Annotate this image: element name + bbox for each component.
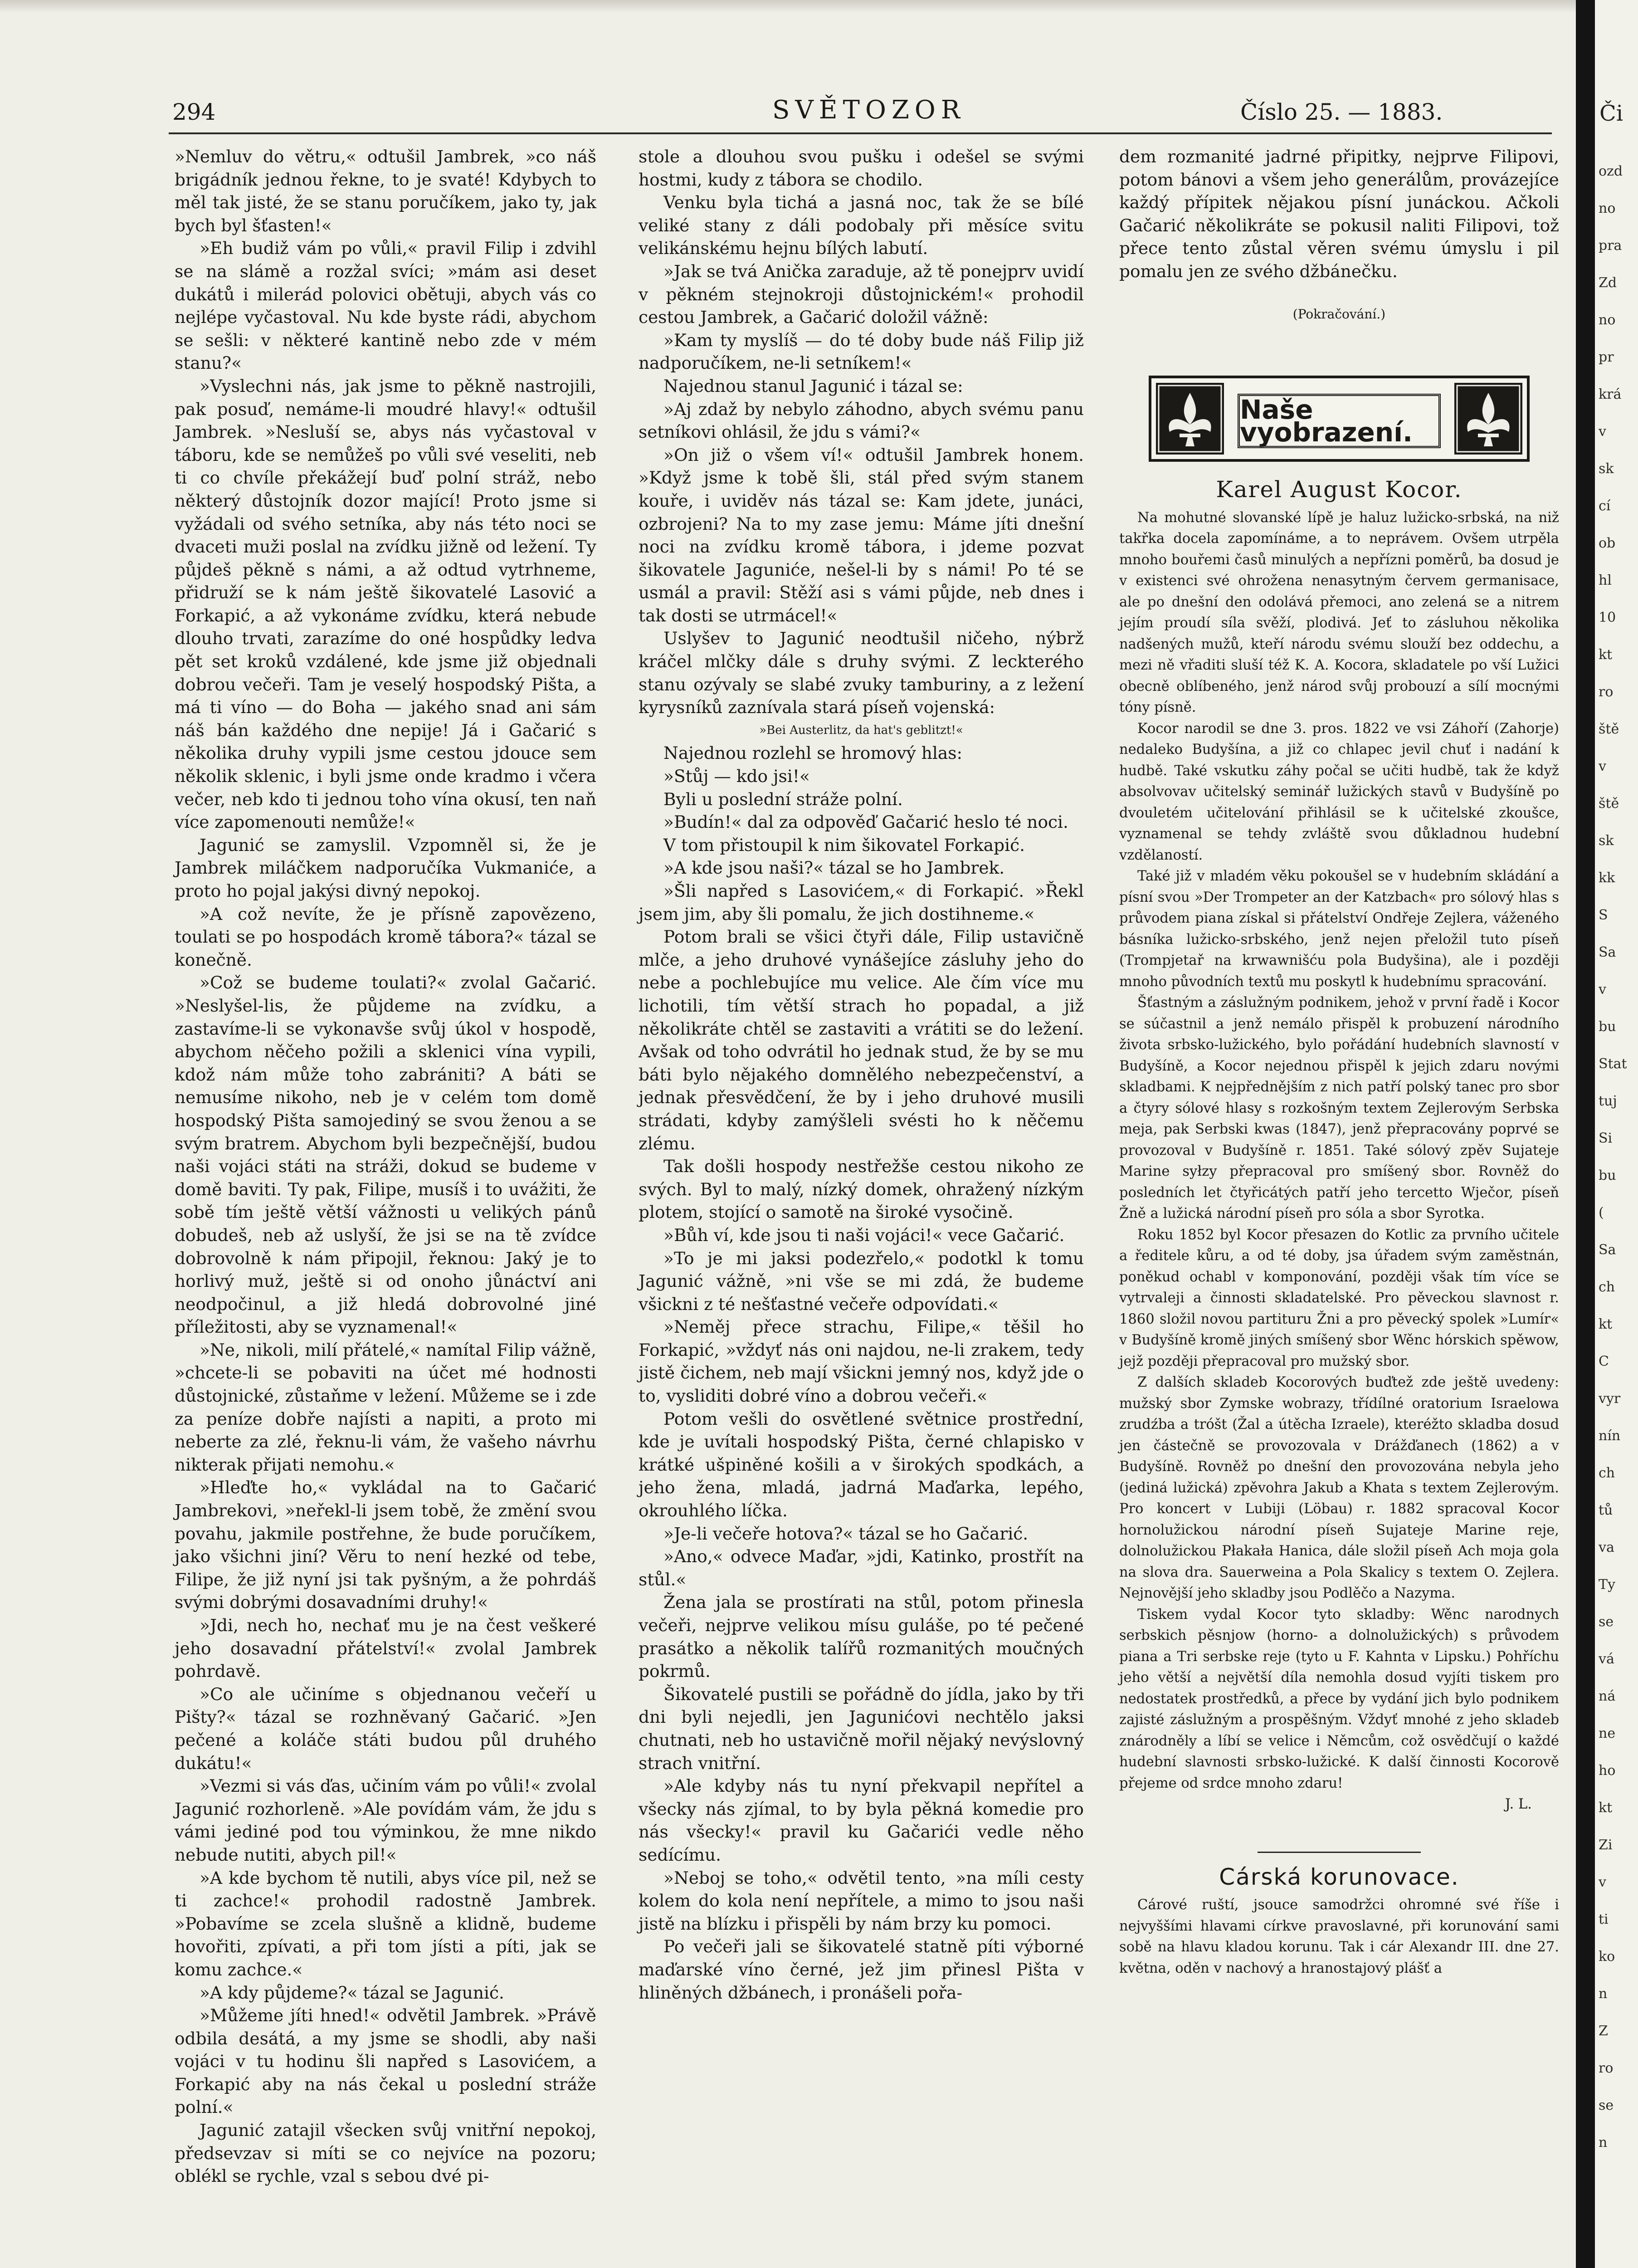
paragraph: »Neměj přece strachu, Filipe,« těšil ho Forkapić, »vždyť nás oni najdou, ne-li zrakem, tedy jistě čichem, neb mají všickni jemný nos, když jde o to, vysliditi dobré víno a dobrou večeři.« (639, 1317, 1084, 1406)
paragraph: Uslyšev to Jagunić neodtušil ničeho, nýbrž kráčel mlčky dále s druhy svými. Z leckterého stanu ozývaly se slabé zvuky tamburiny, a z ležení kyrysníků zaznívala stará píseň vojenská: (639, 628, 1084, 718)
paragraph: »A kde bychom tě nutili, abys více pil, než se ti zachce!« prohodil radostně Jambrek. »Pobavíme se zcela slušně a klidně, budeme hovořiti, zpívati, a při tom jísti a píti, jak se komu zachce.« (175, 1867, 596, 1980)
paragraph: »Vyslechni nás, jak jsme to pěkně nastrojili, pak posuď, nemáme-li moudré hlavy!« odtušil Jambrek. »Nesluší se, abys nás vyčastoval v táboru, kde se nemůžeš po vůli své veseliti, neb ti co chvíle překážejí buď polní stráž, nebo některý důstojník dozor mající! Proto jsme si vyžádali od svého setníka, aby nás této noci se dvaceti muži poslal na zvídku jižně od ležení. Ty půjdeš pěkně s námi, a až odtud vytrhneme, přidruží se k nám ještě šikovatelé Lasović a Forkapić, a až vykonáme zvídku, která nebude dlouho trvati, zarazíme do oné hospůdky ledva pět set kroků vzdálené, kde jsme již objednali dobrou večeři. Tam je veselý hospodský Pišta, a má ti víno — do Boha — jakého snad ani sám náš bán každého dne nepije! Já i Gačarić s několika druhy vypili jsme cestou jdouce sem několik sklenic, i byli jsme onde kradmo i včera večer, neb kdo ti jednou toho vína okusí, ten naň více zapomenouti nemůže!« (175, 376, 596, 832)
paragraph: Cárové ruští, jsouce samodržci ohromné své říše i nejvyššími hlavami církve pravoslavné, při korunování sami sobě na hlavu kladou korunu. Tak i cár Alexandr III. dne 27. května, oděn v nachový a hranostajový plášť a (1119, 1897, 1559, 1976)
adjacent-page-fragment: kt (1599, 1800, 1613, 1816)
adjacent-page-fragment: sk (1599, 461, 1614, 477)
adjacent-page-fragment: ště (1599, 721, 1619, 737)
paragraph: Šťastným a záslužným podnikem, jehož v první řadě i Kocor se súčastnil a jenž nemálo přispěl k probuzení národního života srbsko-lužického, bylo pořádání hudebních slavností v Budyšíně, a Kocor nejednou přispěl k jejich zdaru novými skladbami. K nejpřednějším z nich patří polský tanec pro sbor a čtyry sólové hlasy s rozkošným textem Zejlerovým Serbska meja, pak Serbski kwas (1847), jenž přepracovány poprvé se provozoval v Budyšíně r. 1851. Také sólový zpěv Sujateje Marine syłzy přepracoval pro smíšený sbor. Rovněž do posledních let čtyřicátých patří jeho tercetto Wječor, píseň Žně a lužická národní píseň pro sóla a sbor Syrotka. (1119, 995, 1559, 1222)
paragraph: »Jak se tvá Anička zaraduje, až tě ponejprv uvidí v pěkném stejnokroji důstojnickém!« prohodil cestou Jambrek, a Gačarić doložil vážně: (639, 261, 1084, 327)
adjacent-page-fragment: sk (1599, 833, 1614, 849)
issue-number: Číslo 25. — 1883. (1240, 99, 1443, 125)
adjacent-page-fragment: ozd (1599, 163, 1623, 179)
adjacent-page-fragment: ště (1599, 796, 1619, 811)
paragraph: »Jdi, nech ho, nechať mu je na čest veškeré jeho dosavadní přátelství!« zvolal Jambrek pohrdavě. (175, 1615, 596, 1681)
adjacent-page-fragment: vyr (1599, 1391, 1621, 1407)
paragraph: Potom brali se všici čtyři dále, Filip ustavičně mlče, a jeho druhové vynášejíce zásluhy jeho do nebe a pochlebujíce mu velice. Ale čím více mu lichotili, tím větší strach ho popadal, a již několikráte chtěl se zastaviti a vrátiti se do ležení. Avšak od toho odvrátil ho jednak stud, že by se mu báti bylo nějakého domnělého nebezpečenství, a jednak přesvědčení, že by i jeho druhové musili strádati, kdyby zamýšleli svésti ho k něčemu zlému. (639, 927, 1084, 1154)
page-number: 294 (172, 99, 216, 125)
paragraph: »Kam ty myslíš — do té doby bude náš Filip již nadporučíkem, ne-li setníkem!« (639, 330, 1084, 373)
article-body (1119, 1895, 1559, 1979)
article-title: Karel August Kocor. (1216, 476, 1462, 503)
adjacent-page-fragment: Sa (1599, 944, 1616, 960)
paragraph: Najednou rozlehl se hromový hlas: (663, 743, 963, 763)
adjacent-page-fragment: ch (1599, 1465, 1615, 1481)
fleur-ornament-icon (1454, 383, 1522, 455)
paragraph: »On již o všem ví!« odtušil Jambrek honem. »Když jsme k tobě šli, stál před svým stanem kouře, i uviděv nás tázal se: Kam jdete, junáci, ozbrojeni? Na to my zase jemu: Máme jíti dnešní noci na zvídku kromě tábora, i jdeme pozvat šikovatele Jaguniće, nešel-li by s námi! Po té se usmál a pravil: Stěží asi s vámi půjde, neb dnes i tak dosti se utrmácel!« (639, 445, 1084, 626)
paragraph: Na mohutné slovanské lípě je haluz lužicko-srbská, na niž takřka docela zapomínáme, a to neprávem. Ovšem utrpěla mnoho bouřemi časů minulých a nepřízni poměrů, ba dosud je v existenci své ohrožena nenasytným červem germanisace, ale po dnešní den odolává přemoci, ano zelená se a nitrem jejím proudí síla svěží, plodivá. Jeť to zásluhou několika nadšených mužů, kteří národu svému slouží bez oddechu, a mezi ně vřaditi sluší též K. A. Kocora, skladatele po vší Lužici obecně oblíbeného, jenž národ svůj probouzí a sílí mocnými tóny písně. (1119, 509, 1559, 716)
paragraph: »A kde jsou naši?« tázal se ho Jambrek. (663, 858, 1005, 878)
adjacent-page-fragment: no (1599, 312, 1616, 328)
adjacent-page-fragment: ro (1599, 2060, 1614, 2076)
adjacent-page-fragment: ná (1599, 1688, 1616, 1704)
fleur-ornament-icon (1156, 383, 1224, 455)
page-gutter (1576, 0, 1595, 2268)
adjacent-page-fragment: v (1599, 758, 1606, 774)
paragraph: Také již v mladém věku pokoušel se v hudebním skládání a písní svou »Der Trompeter an der Katzbach« pro sólový hlas s průvodem piana získal si přátelství Ondřeje Zejlera, váženého básníka lužicko-srbského, jenž nejen přeložil tuto píseň (Trompjetař na krwawnišću pola Budyšina), ale i později mnoho původních textů mu poskytl k hudebnímu spracování. (1119, 868, 1559, 990)
adjacent-page-fragment: ti (1599, 1911, 1609, 1927)
adjacent-page-fragment: 10 (1599, 610, 1616, 626)
paragraph: »Ale kdyby nás tu nyní překvapil nepřítel a všecky nás zjímal, to by byla pěkná komedie pro nás všecky!« pravil ku Gačarići vedle něho sedícímu. (639, 1776, 1084, 1865)
adjacent-page-fragment: v (1599, 424, 1606, 440)
section-banner (1149, 376, 1530, 462)
adjacent-page-fragment: n (1599, 1986, 1608, 2002)
paragraph: Venku byla tichá a jasná noc, tak že se bílé veliké stany z dáli podobaly při měsíce svitu velikánskému hejnu bílých labutí. (639, 192, 1084, 259)
article-title: Cárská korunovace. (1219, 1863, 1459, 1890)
adjacent-page-fragment: S (1599, 907, 1608, 923)
adjacent-page-fragment: bu (1599, 1168, 1616, 1183)
paragraph: »Ano,« odvece Maďar, »jdi, Katinko, prostřít na stůl.« (639, 1546, 1084, 1589)
paragraph: Byli u poslední stráže polní. (663, 789, 903, 809)
adjacent-page-fragment: va (1599, 1540, 1614, 1555)
adjacent-page-fragment: ch (1599, 1279, 1615, 1295)
adjacent-page-fragment: cí (1599, 498, 1611, 514)
paragraph: Jagunić se zamyslil. Vzpomněl si, že je Jambrek miláčkem nadporučíka Vukmaniće, a proto ho pojal jakýsi divný nepokoj. (175, 835, 596, 901)
adjacent-page-fragment: ob (1599, 535, 1616, 551)
paragraph: »Co ale učiníme s objednanou večeří u Pišty?« tázal se rozhněvaný Gačarić. »Jen pečené a koláče státi budou půl druhého dukátu!« (175, 1684, 596, 1773)
paragraph: dem rozmanité jadrné připitky, nejprve Filipovi, potom bánovi a všem jeho generálům, provázejíce každý přípitek nějakou písní junáckou. Ačkoli Gačarić několikráte se pokusil naliti Filipovi, tož přece tento zůstal věren svému úmyslu i pil pomalu jen ze svého džbánečku. (1119, 147, 1559, 281)
adjacent-page-fragment: n (1599, 2135, 1608, 2151)
scan-top-edge (0, 0, 1638, 12)
paragraph: Žena jala se prostírati na stůl, potom přinesla večeři, nejprve velikou mísu guláše, po té pečené prasátko a několik talířů rozmanitých moučných pokrmů. (639, 1592, 1084, 1681)
adjacent-page-fragment: C (1599, 1354, 1609, 1369)
author-signature: J. L. (1505, 1796, 1532, 1813)
paragraph: »Což se budeme toulati?« zvolal Gačarić. »Neslyšel-lis, že půjdeme na zvídku, a zastavíme-li se vykonavše svůj úkol v hospodě, abychom něčeho požili a sklenici vína vypili, kdož nám může toho zabrániti? A báti se nemusíme nikoho, neb je v celém tom domě hospodský Pišta samojediný se svou ženou a se svým bratrem. Abychom byli bezpečnější, budou naši vojáci státi na stráži, dokud se budeme v domě baviti. Ty pak, Filipe, musíš i to uvážiti, že sobě tím ještě větší vážnosti u velikých pánů dobudeš, neb až uslyší, že jsi se na tě zvídce dobrovolně k nám připojil, řeknou: Jaký je to horlivý muž, ještě si od onoho jůnáctví ani neodpočinul, a již hledá dobrovolné jiné příležitosti, aby se vyznamenal!« (175, 973, 596, 1337)
paragraph: Tak došli hospody nestřežše cestou nikoho ze svých. Byl to malý, nízký domek, ohražený nízkým plotem, stojící o samotě na široké vysočině. (639, 1156, 1084, 1222)
adjacent-page-fragment: hl (1599, 572, 1612, 588)
adjacent-page-header: Či (1599, 101, 1623, 126)
adjacent-page-fragment: tů (1599, 1502, 1613, 1518)
adjacent-page-fragment: kk (1599, 870, 1615, 886)
adjacent-page-fragment: ne (1599, 1725, 1616, 1741)
paragraph: »Budín!« dal za odpověď Gačarić heslo té noci. (663, 812, 1068, 832)
adjacent-page-fragment: tuj (1599, 1093, 1617, 1109)
adjacent-page-fragment: nín (1599, 1428, 1621, 1444)
adjacent-page-fragment: ho (1599, 1763, 1616, 1779)
paragraph: Šikovatelé pustili se pořádně do jídla, jako by tři dni byli nejedli, jen Jagunićovi nechtělo jaksi chutnati, neb ho ustavičně mořil nějaký nevýslovný strach vnitřní. (639, 1684, 1084, 1773)
paragraph: Po večeři jali se šikovatelé statně píti výborné maďarské víno černé, jež jim přinesl Pišta v hliněných džbánech, i pronášeli pořa- (639, 1936, 1084, 2003)
paragraph: »Můžeme jíti hned!« odvětil Jambrek. »Právě odbila desátá, a my jsme se shodli, aby naši vojáci v tu hodinu šli napřed s Lasovićem, a Forkapić aby na nás čekal u poslední stráže polní.« (175, 2005, 596, 2117)
paragraph: »Ne, nikoli, milí přátelé,« namítal Filip vážně, »chcete-li se pobaviti na účet mé hodnosti důstojnické, zůstaňme v ležení. Můžeme se i zde za peníze dobře najísti a napiti, a proto mi neberte za zlé, řeknu-li vám, že vašeho návrhu nikterak přijati nemohu.« (175, 1339, 596, 1475)
adjacent-page-edge (1595, 0, 1638, 2268)
adjacent-page-fragment: v (1599, 982, 1606, 997)
paragraph: Roku 1852 byl Kocor přesazen do Kotlic za prvního učitele a ředitele kůru, a od té doby, jsa úřadem svým zaměstnán, poněkud ochabl v komponování, později však tím více se vytrvaleji a činnosti skladatelské. Pro pěveckou slavnost r. 1860 složil novou partituru Žni a pro pěvecký spolek »Lumír« v Budyšíně kromě jiných smíšený sbor Wěnc hórskich spěwow, jejž později přepracoval pro mužský sbor. (1119, 1227, 1559, 1369)
song-quote: »Bei Austerlitz, da hat's geblitzt!« (759, 723, 963, 737)
column-2 (639, 145, 1084, 2004)
adjacent-page-fragment: ko (1599, 1949, 1615, 1965)
paragraph: V tom přistoupil k nim šikovatel Forkapić. (663, 835, 1025, 855)
paragraph: Z dalších skladeb Kocorových buďtež zde ještě uvedeny: mužský sbor Zymske wobrazy, třídílné oratorium Israelowa zrudźba a tróšt (Žal a útěcha Izraele), kteréžto skladba dosud jen částečně se provozovala v Drážďanech (1862) a v Budyšíně. Rovněž po dnešní den provozována nebyla jeho (jediná lužická) zpěvohra Jakub a Khata s textem Zejlerovým. Pro koncert v Lubiji (Löbau) r. 1882 spracoval Kocor hornolužickou národní píseň Sujateje Marine reje, dolnolužickou Płakała Hanica, dále složil píseň Ach moja gola na slova dra. Sauerweina a Pola Skalicy s textem O. Zejlera. Nejnovější jeho skladby jsou Podlěčo a Nazyma. (1119, 1374, 1559, 1602)
paragraph: »A což nevíte, že je přísně zapovězeno, toulati se po hospodách kromě tábora?« tázal se konečně. (175, 904, 596, 970)
continued-note: (Pokračování.) (1292, 306, 1386, 322)
adjacent-page-fragment: Z (1599, 2023, 1608, 2039)
adjacent-page-fragment: kt (1599, 1316, 1613, 1332)
adjacent-page-fragment: Ty (1599, 1577, 1615, 1593)
paragraph: Potom vešli do osvětlené světnice prostřední, kde je uvítali hospodský Pišta, černé chlapisko v krátké ušpiněné košili a v širokých spodkách, a jeho žena, mladá, jadrná Maďarka, lepého, okrouhlého líčka. (639, 1408, 1084, 1521)
paragraph: Kocor narodil se dne 3. pros. 1822 ve vsi Záhoří (Zahorje) nedaleko Budyšína, a již co chlapec jevil chuť i nadání k hudbě. Také vskutku záhy počal se učiti hudbě, tak že když absolvovav učitelský seminář lužických stavů v Budyšíně po dvouletém učitelování přihlásil se k učitelské zkoušce, vyznamenal se tehdy zvláště svou důkladnou hudební vzdělaností. (1119, 720, 1559, 863)
paragraph: »Neboj se toho,« odvětil tento, »na míli cesty kolem do kola není nepřítele, a mimo to jsou naši jistě na blízku i přispěli by nám brzy ku pomoci. (639, 1867, 1084, 1934)
header-rule (169, 132, 1552, 134)
adjacent-page-fragment: pr (1599, 349, 1614, 365)
paragraph: »Eh budiž vám po vůli,« pravil Filip i zdvihl se na slámě a rozžal svíci; »mám asi deset dukátů i milerád polovici obětuji, abych vás co nejlépe vyčastoval. Nu kde byste rádi, abychom se sešli: v některé kantině nebo zde v mém stanu?« (175, 238, 596, 373)
paragraph: stole a dlouhou svou pušku i odešel se svými hostmi, kudy z tábora se chodilo. (639, 147, 1084, 190)
adjacent-page-fragment: pra (1599, 238, 1622, 254)
paragraph: »Bůh ví, kde jsou ti naši vojáci!« vece Gačarić. (663, 1225, 1065, 1245)
paragraph: »Vezmi si vás ďas, učiním vám po vůli!« zvolal Jagunić rozhorleně. »Ale povídám vám, že jdu s vámi jediné pod tou výminkou, že mne nikdo nebude nutiti, abych pil!« (175, 1776, 596, 1865)
column-1 (175, 145, 596, 2188)
paragraph: »Aj zdaž by nebylo záhodno, abych svému panu setníkovi ohlásil, že jdu s vámi?« (639, 399, 1084, 442)
adjacent-page-fragment: no (1599, 200, 1616, 216)
paragraph: »A kdy půjdeme?« tázal se Jagunić. (200, 1982, 504, 2003)
adjacent-page-fragment: ro (1599, 684, 1614, 700)
paragraph: Tiskem vydal Kocor tyto skladby: Wěnc narodnych serbskich pěsnjow (horno- a dolnolužických) s průvodem piana a Tri serbske reje (tyto u F. Kahnta v Lipsku.) Pohříchu jeho větší a největší díla nemohla dosud vyjíti tiskem pro nedostatek prostředků, a přece by vydání jich bylo podnikem zajisté záslužným a prospěšným. Vždyť mnohé z jeho skladeb znárodněly a líbí se velice i Němcům, což osvědčují o každé hudební slavnosti srbsko-lužické. K další činnosti Kocorově přejeme od srdce mnoho zdaru! (1119, 1606, 1559, 1791)
adjacent-page-fragment: Zi (1599, 1837, 1613, 1853)
adjacent-page-fragment: krá (1599, 386, 1622, 402)
adjacent-page-fragment: ( (1599, 1205, 1604, 1221)
section-title: Naše vyobrazení. (1238, 394, 1441, 448)
adjacent-page-fragment: kt (1599, 647, 1613, 663)
article-body (1119, 508, 1559, 1815)
magazine-title: SVĚTOZOR (772, 95, 965, 125)
adjacent-page-fragment: bu (1599, 1019, 1616, 1035)
adjacent-page-fragment: vá (1599, 1651, 1614, 1667)
adjacent-page-fragment: v (1599, 1874, 1606, 1890)
paragraph: »To je mi jaksi podezřelo,« podotkl k tomu Jagunić vážně, »ni vše se mi zdá, že budeme všickni z té nešťastné večeře odpovídati.« (639, 1248, 1084, 1314)
paragraph: »Je-li večeře hotova?« tázal se ho Gačarić. (663, 1523, 1029, 1544)
paragraph: Jagunić zatajil všecken svůj vnitřní nepokoj, předsevzav si míti se co nejvíce na pozoru; oblékl se rychle, vzal s sebou dvé pi- (175, 2120, 596, 2186)
paragraph: Najednou stanul Jagunić i tázal se: (663, 376, 963, 396)
adjacent-page-fragment: Si (1599, 1130, 1613, 1146)
paragraph: »Stůj — kdo jsi!« (663, 766, 810, 787)
paragraph: »Hleďte ho,« vykládal na to Gačarić Jambrekovi, »neřekl-li jsem tobě, že změní svou povahu, jakmile postřehne, že bude poručíkem, jako všichni jiní? Věru to není hezké od tebe, Filipe, že již nyní jsi tak pyšným, a že pohrdáš svými dobrými dosavadními druhy!« (175, 1477, 596, 1613)
adjacent-page-fragment: Zd (1599, 275, 1617, 291)
paragraph: »Nemluv do větru,« odtušil Jambrek, »co náš brigádník jednou řekne, to je svaté! Kdybych to měl tak jisté, že se stanu poručíkem, jako ty, jak bych byl šťasten!« (175, 147, 596, 235)
article-divider (1258, 1852, 1421, 1853)
paragraph: »Šli napřed s Lasovićem,« di Forkapić. »Řekl jsem jim, aby šli pomalu, že jich dostihneme.« (639, 881, 1084, 924)
adjacent-page-fragment: Sa (1599, 1242, 1616, 1258)
adjacent-page-fragment: se (1599, 1614, 1614, 1630)
adjacent-page-fragment: Stat (1599, 1056, 1627, 1072)
column-3 (1119, 145, 1559, 1979)
adjacent-page-fragment: se (1599, 2097, 1614, 2113)
